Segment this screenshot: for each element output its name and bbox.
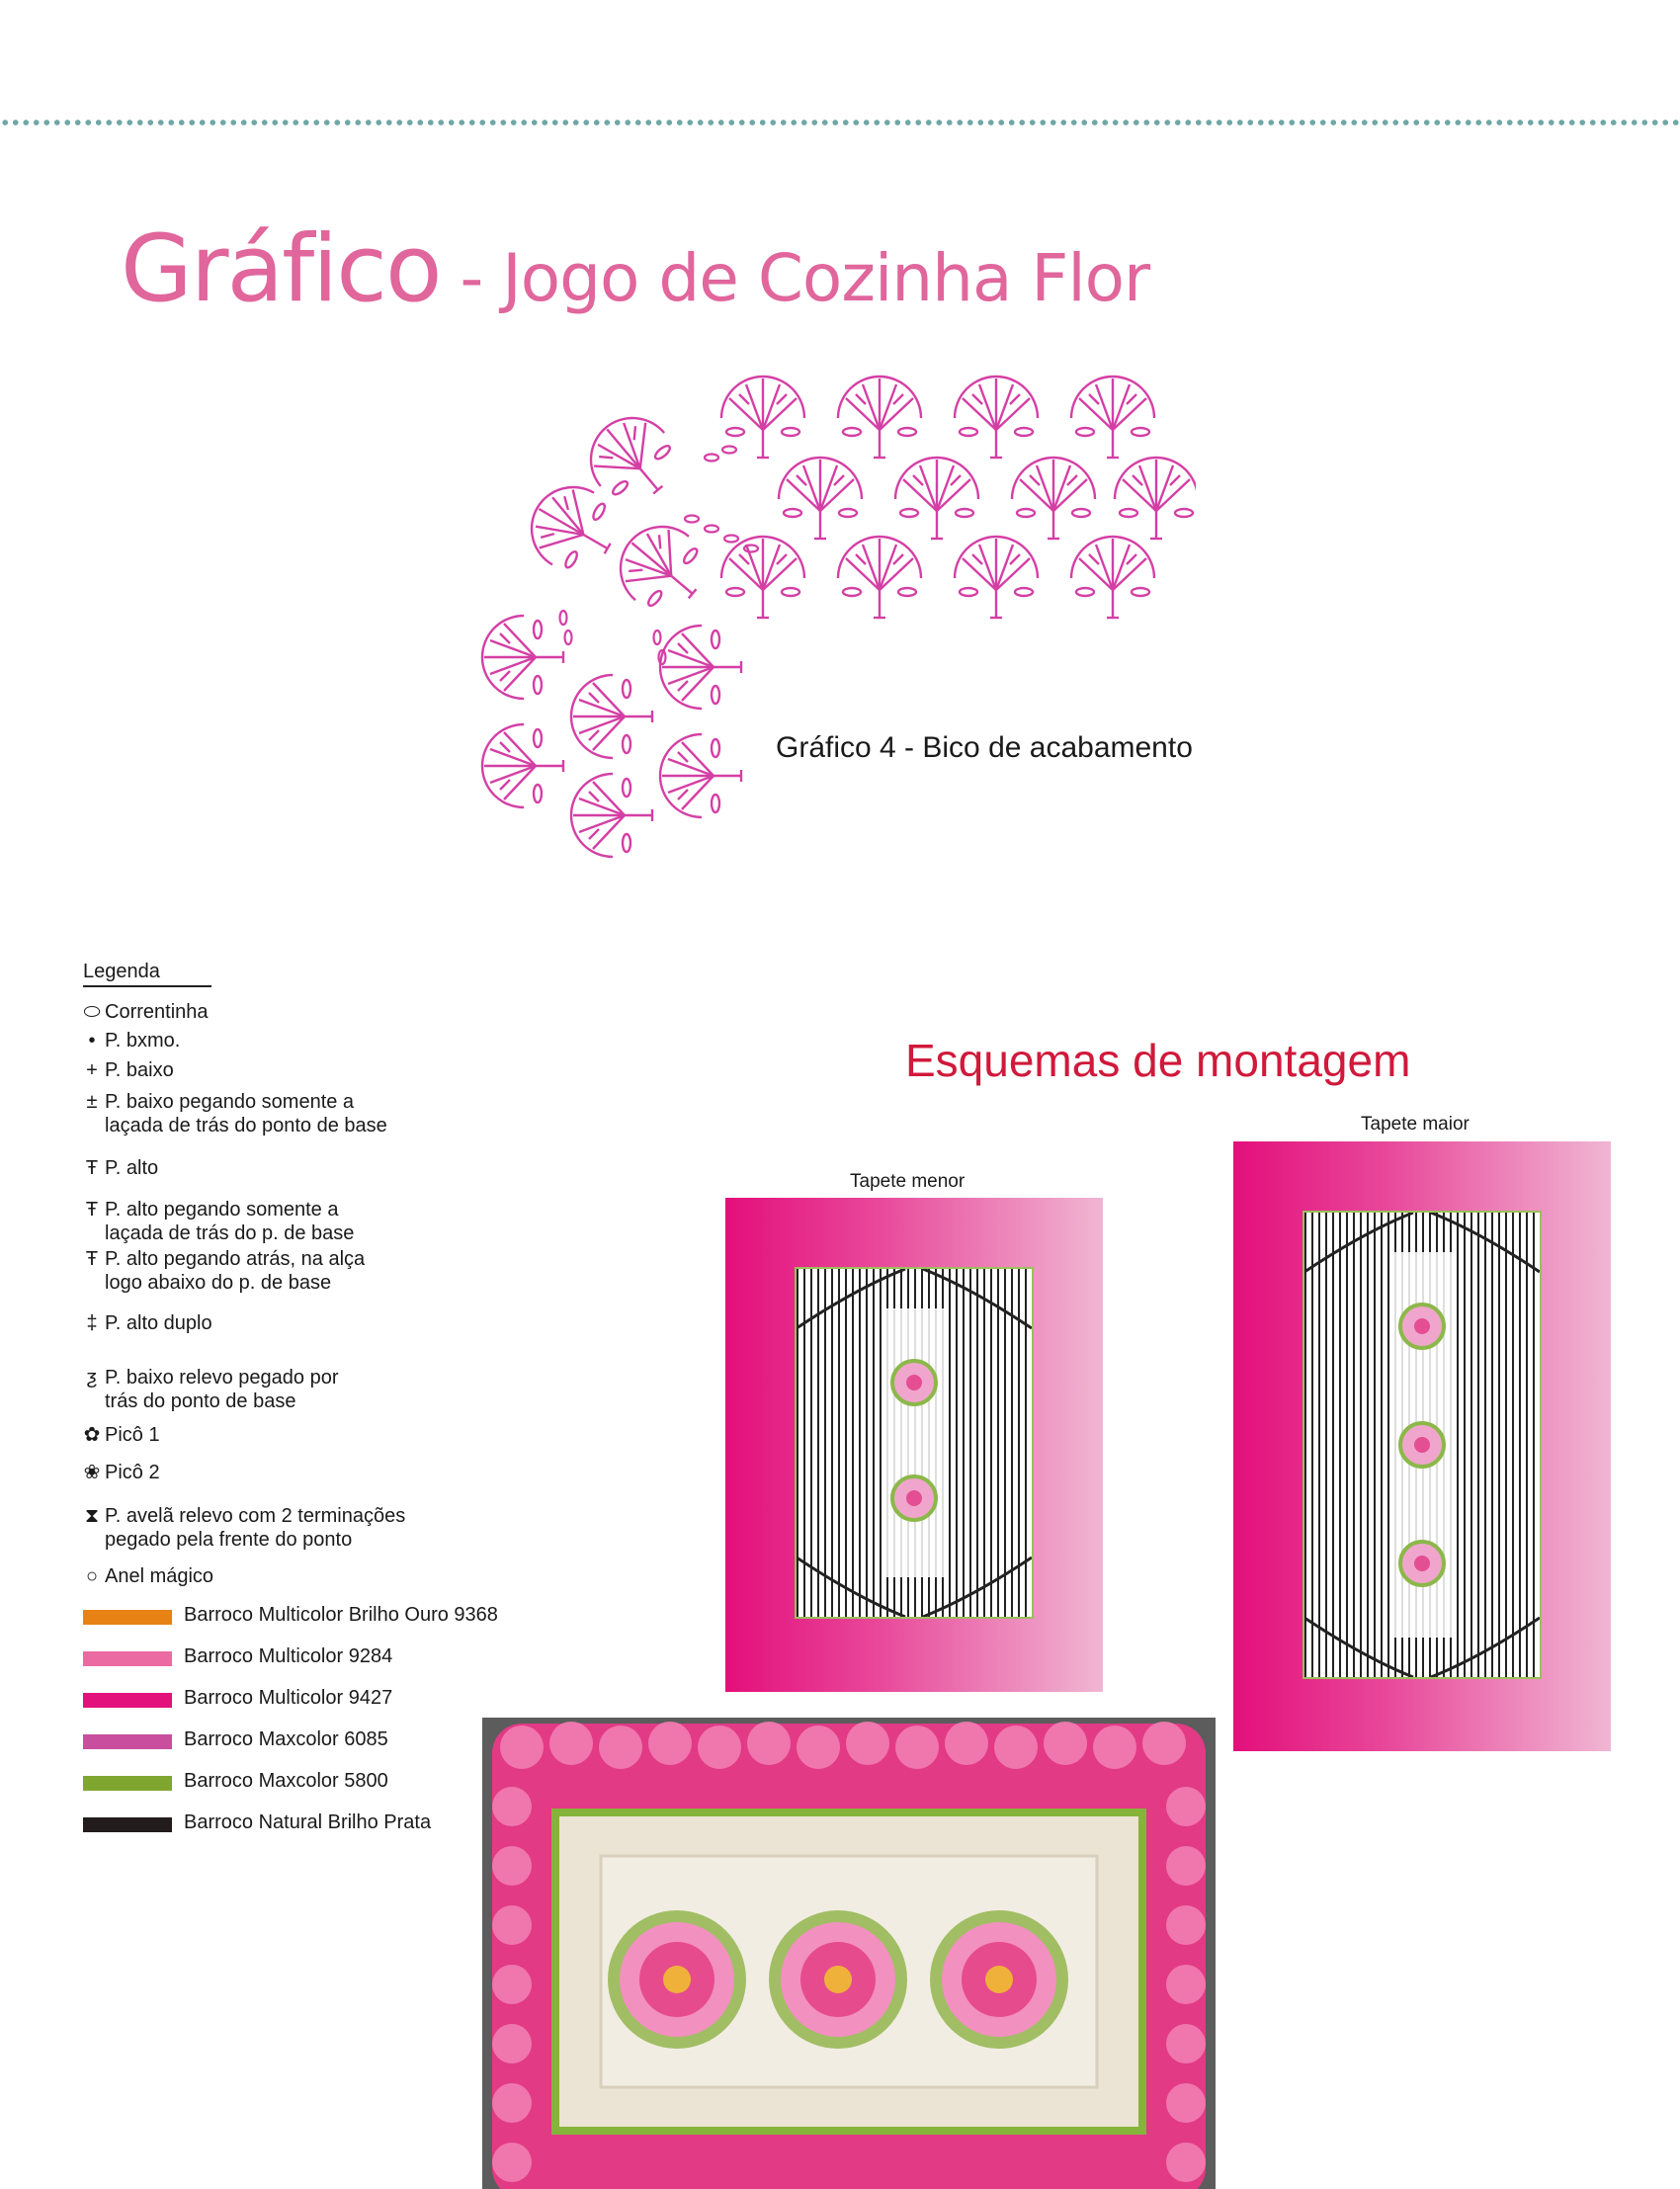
single-crochet-back-loop-icon: ± <box>86 1091 98 1113</box>
legend-item-label: P. avelã relevo com 2 terminações pegado pela frente do ponto <box>105 1505 406 1551</box>
legend-item-label: P. bxmo. <box>105 1030 181 1052</box>
single-crochet-icon: + <box>86 1059 98 1081</box>
edging-fans-corner <box>482 401 741 857</box>
double-crochet-icon: Ŧ <box>85 1157 99 1179</box>
large-rug-scheme <box>1233 1141 1611 1751</box>
page-title <box>121 215 1149 323</box>
finished-rug-illustration <box>482 1718 1216 2189</box>
finished-rug-photo <box>482 1718 1216 2189</box>
puff-stitch-icon: ⧗ <box>84 1505 100 1527</box>
color-swatch <box>83 1610 172 1625</box>
color-swatch <box>83 1817 172 1832</box>
edging-fans-top-row <box>721 377 1154 458</box>
color-swatch <box>83 1734 172 1749</box>
legend-item-label: P. alto pegando atrás, na alça logo abaixo do p. de base <box>105 1248 366 1294</box>
treble-crochet-icon: ‡ <box>86 1312 98 1334</box>
picot-1-icon: ✿ <box>83 1424 101 1446</box>
legend-item-label: P. baixo relevo pegado por trás do ponto de base <box>105 1367 339 1412</box>
assembly-title: Esquemas de montagem <box>905 1035 1411 1086</box>
chain-stitch-icon: ⬭ <box>83 1001 101 1023</box>
chart4-caption: Gráfico 4 - Bico de acabamento <box>776 731 1193 764</box>
legend-item-label: Correntinha <box>105 1001 209 1023</box>
legend-item-label: P. baixo pegando somente a laçada de trás do ponto de base <box>105 1091 387 1137</box>
picot-2-icon: ❀ <box>83 1462 101 1483</box>
legend-item-label: P. alto duplo <box>105 1312 212 1334</box>
edging-fans-middle-row <box>779 458 1196 539</box>
back-post-single-crochet-icon: ƺ <box>86 1367 98 1389</box>
color-swatch <box>83 1776 172 1791</box>
page-title-sub: - Jogo de Cozinha Flor <box>440 240 1150 316</box>
color-swatch-label: Barroco Multicolor Brilho Ouro 9368 <box>184 1604 498 1626</box>
legend-item-label: P. alto <box>105 1157 159 1179</box>
slip-stitch-icon: • <box>88 1030 96 1052</box>
color-swatch-label: Barroco Multicolor 9284 <box>184 1645 393 1667</box>
large-rug-flowers <box>1304 1213 1540 1677</box>
large-rug-label: Tapete maior <box>1361 1114 1470 1135</box>
legend-item-label: Picô 2 <box>105 1462 160 1483</box>
legend-heading: Legenda <box>83 961 211 987</box>
small-rug-grid <box>795 1267 1034 1619</box>
small-rug-label: Tapete menor <box>850 1171 966 1192</box>
color-swatch-label: Barroco Maxcolor 6085 <box>184 1728 388 1750</box>
legend-item-label: P. alto pegando somente a laçada de trás do p. de base <box>105 1199 355 1244</box>
color-swatch-label: Barroco Maxcolor 5800 <box>184 1770 388 1792</box>
color-swatch-label: Barroco Natural Brilho Prata <box>184 1811 432 1833</box>
dotted-divider <box>0 119 1680 126</box>
legend-item-label: Picô 1 <box>105 1424 160 1446</box>
photo-flowers <box>608 1910 1068 2049</box>
color-swatch <box>83 1651 172 1666</box>
large-rug-grid <box>1302 1211 1542 1679</box>
legend-item-label: P. baixo <box>105 1059 174 1081</box>
edging-crochet-chart <box>464 371 1196 865</box>
page-title-main: Gráfico <box>121 215 441 323</box>
magic-ring-icon: ○ <box>85 1565 99 1587</box>
double-crochet-back-loop-icon: Ŧ <box>85 1199 99 1221</box>
double-crochet-behind-icon: Ŧ <box>85 1248 99 1270</box>
legend-item-label: Anel mágico <box>105 1565 214 1587</box>
color-swatch-label: Barroco Multicolor 9427 <box>184 1687 393 1709</box>
small-rug-scheme <box>725 1198 1103 1692</box>
color-swatch <box>83 1693 172 1708</box>
edging-fans-bottom-row <box>721 537 1154 618</box>
small-rug-flowers <box>797 1269 1032 1617</box>
